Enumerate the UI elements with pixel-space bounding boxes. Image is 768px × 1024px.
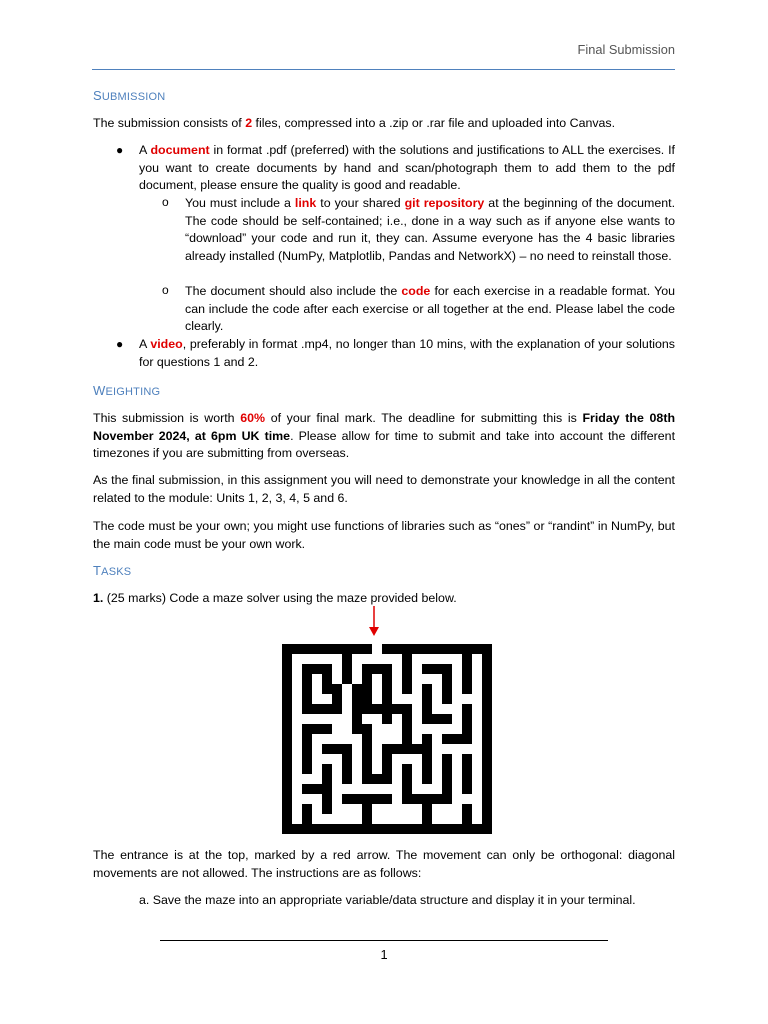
sub-bullet-marker: o [162, 195, 169, 209]
section-heading-submission: SUBMISSION [93, 88, 166, 103]
maze-wall-segment [462, 804, 472, 824]
maze-wall-segment [282, 644, 292, 834]
maze-wall-segment [482, 644, 492, 834]
maze-wall-segment [362, 774, 392, 784]
entrance-arrow [369, 606, 379, 636]
maze-wall-segment [322, 764, 332, 814]
maze-wall-segment [462, 754, 472, 794]
maze-wall-segment [362, 664, 372, 704]
submission-intro: The submission consists of 2 files, compressed into a .zip or .rar file and uploaded into Canvas. [93, 116, 616, 130]
maze-wall-segment [382, 744, 422, 754]
maze-wall-segment [362, 804, 372, 824]
maze-walls [282, 644, 492, 834]
header-title: Final Submission [577, 42, 675, 57]
instruction-item-a: a. Save the maze into an appropriate variable/data structure and display it in your terminal. [139, 893, 636, 907]
page-header [92, 42, 675, 70]
maze-wall-segment [342, 654, 352, 684]
bullet-document: A document in format .pdf (preferred) with the solutions and justifications to ALL the exercises. If you want to create documents by hand and scan/photograph them to add them to the pdf document, please ensure the quality is good and readable. [139, 143, 675, 192]
maze-wall-segment [382, 644, 492, 654]
sub-bullet-git-link: You must include a link to your shared git repository at the beginning of the document. The code should be self-contained; i.e., done in a way such as if anyone else wants to “download” your code and run it, they can. Assume everyone has the 4 basic libraries already installed (NumPy, Matplotlib, Pandas and NetworkX) – no need to reinstall those. [185, 196, 676, 263]
maze-wall-segment [282, 644, 372, 654]
maze-wall-segment [282, 824, 492, 834]
maze-wall-segment [462, 654, 472, 694]
maze-wall-segment [402, 704, 412, 744]
maze-wall-segment [302, 724, 332, 734]
maze-wall-segment [422, 804, 432, 824]
maze-wall-segment [342, 794, 392, 804]
weighting-paragraph-own-code: The code must be your own; you might use functions of libraries such as “ones” or “randint” in NumPy, but the main code must be your own work. [93, 519, 675, 551]
maze-wall-segment [442, 734, 472, 744]
weighting-paragraph-content: As the final submission, in this assignment you will need to demonstrate your knowledge in all the content related to the module: Units 1, 2, 3, 4, 5 and 6. [93, 473, 675, 505]
maze-wall-segment [442, 754, 452, 794]
maze-wall-segment [352, 704, 402, 714]
maze-wall-segment [442, 664, 452, 704]
maze-figure [270, 600, 496, 840]
section-heading-weighting: WEIGHTING [93, 383, 161, 398]
maze-wall-segment [322, 664, 332, 694]
page-number: 1 [380, 947, 388, 962]
maze-wall-segment [382, 664, 392, 724]
maze-wall-segment [422, 714, 452, 724]
maze-wall-segment [332, 684, 342, 714]
maze-description: The entrance is at the top, marked by a red arrow. The movement can only be orthogonal: diagonal movements are not allowed. The instructions are as follows: [93, 848, 675, 880]
maze-wall-segment [462, 704, 472, 734]
maze-wall-segment [402, 654, 412, 694]
bullet-marker: ● [116, 143, 124, 157]
maze-wall-segment [302, 804, 312, 824]
task-1-statement: 1. (25 marks) Code a maze solver using the maze provided below. [93, 591, 457, 605]
footer-divider [160, 940, 608, 941]
bullet-video: A video, preferably in format .mp4, no longer than 10 mins, with the explanation of your solutions for questions 1 and 2. [139, 337, 675, 369]
sub-bullet-marker: o [162, 283, 169, 297]
bullet-marker: ● [116, 337, 124, 351]
maze-wall-segment [342, 744, 352, 784]
maze-wall-segment [402, 794, 452, 804]
weighting-paragraph-deadline: This submission is worth 60% of your final mark. The deadline for submitting this is Friday the 08th November 2024, at 6pm UK time. Please allow for time to submit and take into account the different timezones if you are submitting from overseas. [93, 411, 676, 460]
arrow-head [369, 627, 379, 636]
maze-wall-segment [422, 734, 432, 784]
sub-bullet-code: The document should also include the code for each exercise in a readable format. You can include the code after each exercise or all together at the end. Please label the code clearly. [185, 284, 675, 333]
section-heading-tasks: TASKS [93, 563, 132, 578]
